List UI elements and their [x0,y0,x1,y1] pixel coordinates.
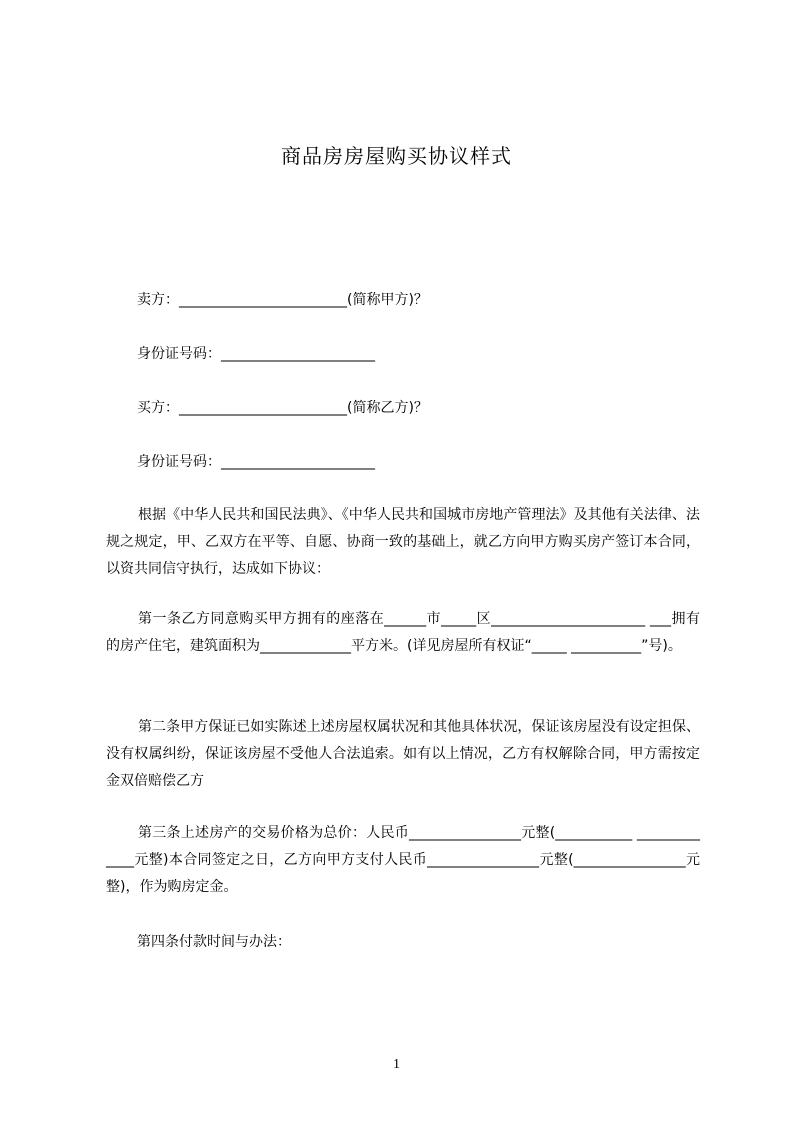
article-3-paragraph: 第三条上述房产的交易价格为总价：人民币________________元整(___________ _____________元整)本合同签定之日，乙方向甲方支付人民币________________元整(________________元整)，作为购房定金。 [106,825,700,895]
article-2-paragraph: 第二条甲方保证已如实陈述上述房屋权属状况和其他具体状况，保证该房屋没有设定担保、没有权属纠纷，保证该房屋不受他人合法追索。如有以上情况，乙方有权解除合同，甲方需按定金双倍赔偿乙方 [106,719,700,789]
seller-line: 卖方：________________________(简称甲方)？ [137,292,428,308]
buyer-id-line: 身份证号码：______________________ [137,454,375,470]
preamble-paragraph: 根据《中华人民共和国民法典》、《中华人民共和国城市房地产管理法》及其他有关法律、法规之规定，甲、乙双方在平等、自愿、协商一致的基础上，就乙方向甲方购买房产签订本合同，以资共同信守执行，达成如下协议： [106,507,700,577]
article-4-heading: 第四条付款时间与办法： [137,934,291,950]
article-1-paragraph: 第一条乙方同意购买甲方拥有的座落在______市_____区______________________ ___拥有的房产住宅，建筑面积为_____________平方米。(详见房屋所有权证“_____ __________”号)。 [106,611,700,654]
document-title: 商品房房屋购买协议样式 [281,144,512,168]
seller-id-line: 身份证号码：______________________ [137,346,375,362]
buyer-line: 买方：________________________(简称乙方)？ [137,400,428,416]
page-number: 1 [393,1057,400,1072]
